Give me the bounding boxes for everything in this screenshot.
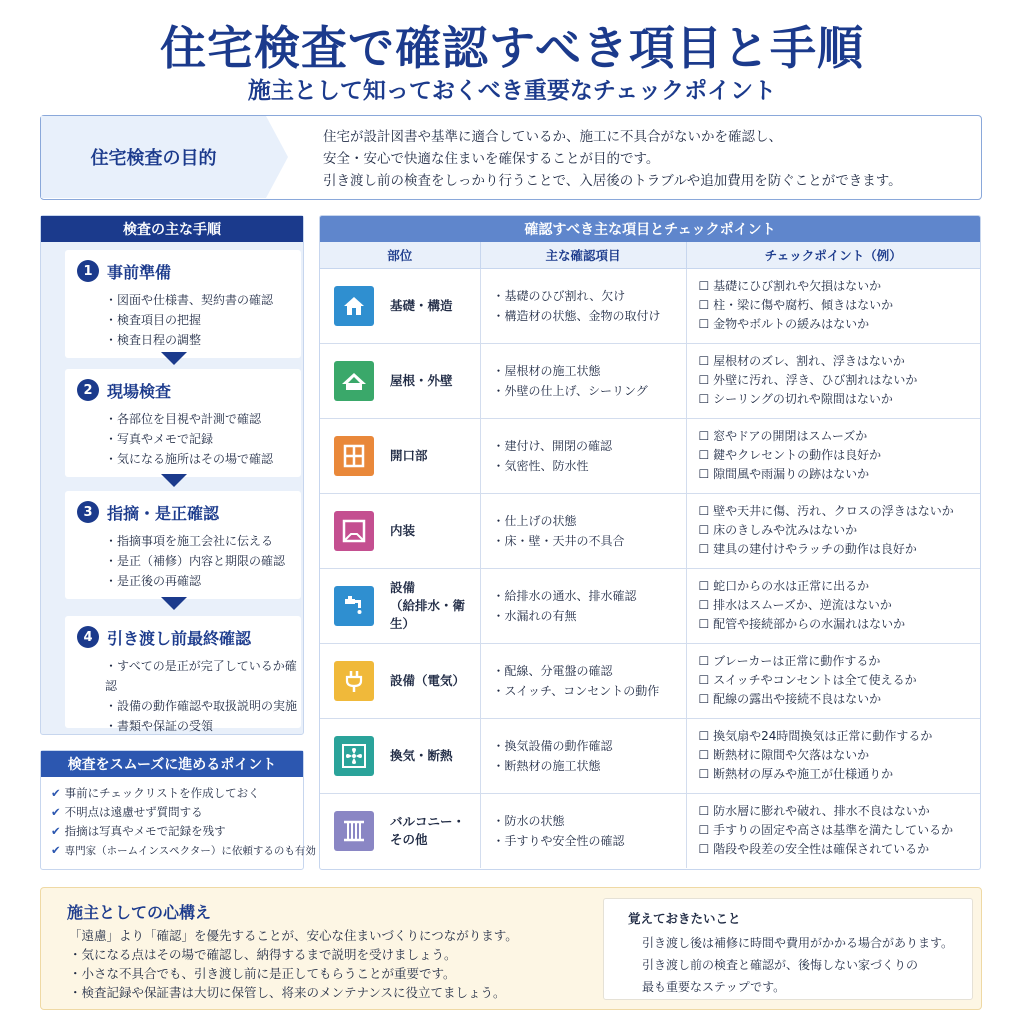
page-subtitle: 施主として知っておくべき重要なチェックポイント (247, 78, 777, 104)
checkpoint-cell (686, 493, 980, 568)
checkpoint-cell (686, 718, 980, 793)
mindset-line: ・小さな不具合でも、引き渡し前に是正してもらうことが重要です。 (69, 966, 456, 981)
checkpoint-item: ☐ 屋根材のズレ、割れ、浮きはないか (699, 352, 981, 371)
plug-icon (334, 661, 374, 701)
checkpoint-item: ☐ 基礎にひび割れや欠損はないか (699, 277, 981, 296)
step-card-4 (65, 616, 301, 733)
check-icon: ✔ (51, 824, 61, 838)
page-title: 住宅検査で確認すべき項目と手順 (159, 21, 865, 75)
step-title: 現場検査 (107, 382, 172, 401)
check-item: ・ 防水の状態 (493, 811, 686, 831)
tip-item (51, 822, 303, 841)
part-cell (320, 793, 480, 868)
items-cell (480, 418, 686, 493)
part-cell (320, 718, 480, 793)
step-item: ・ 指摘事項を施工会社に伝える (105, 531, 285, 551)
checkpoint-table (319, 215, 981, 870)
table-row (320, 718, 980, 793)
check-item: ・ 配線、分電盤の確認 (493, 661, 686, 681)
checkpoint-cell (686, 343, 980, 418)
tips-heading: 検査をスムーズに進めるポイント (41, 751, 303, 777)
part-name: 基礎・構造 (390, 297, 453, 313)
checkpoint-item: ☐ 窓やドアの開閉はスムーズか (699, 427, 981, 446)
part-cell (320, 343, 480, 418)
table-title: 確認すべき主な項目とチェックポイント (320, 216, 980, 242)
tip-item (51, 784, 303, 803)
check-item: ・ 建付け、開閉の確認 (493, 436, 686, 456)
step-number: 3 (77, 501, 99, 523)
check-item: ・ 断熱材の施工状態 (493, 756, 686, 776)
items-cell (480, 793, 686, 868)
part-name: 換気・断熱 (390, 747, 453, 763)
checkpoint-item: ☐ スイッチやコンセントは全て使えるか (699, 671, 981, 690)
part-cell-content (320, 511, 480, 551)
items-cell (480, 343, 686, 418)
tip-text: 不明点は遠慮せず質問する (64, 805, 203, 819)
mindset-line: ・気になる点はその場で確認し、納得するまで説明を受けましょう。 (69, 947, 457, 962)
purpose-arrow (266, 116, 288, 198)
purpose-line: 引き渡し前の検査をしっかり行うことで、入居後のトラブルや追加費用を防ぐことができます。 (323, 173, 902, 189)
part-cell (320, 418, 480, 493)
checkpoint-item: ☐ 外壁に汚れ、浮き、ひび割れはないか (699, 371, 981, 390)
part-cell-content (320, 811, 480, 851)
purpose-text (323, 126, 973, 192)
tip-text: 指摘は写真やメモで記録を残す (64, 824, 226, 838)
check-item: ・ スイッチ、コンセントの動作 (493, 681, 686, 701)
table-row (320, 493, 980, 568)
fan-icon (334, 736, 374, 776)
part-cell-content (320, 361, 480, 401)
step-item: ・ 各部位を目視や計測で確認 (105, 409, 273, 429)
step-card-1 (65, 250, 301, 358)
step-number: 1 (77, 260, 99, 282)
checkpoint-item: ☐ 断熱材に隙間や欠落はないか (699, 746, 981, 765)
tip-text: 専門家（ホームインスペクター）に依頼するのも有効 (64, 845, 316, 857)
tip-item (51, 803, 303, 822)
check-item: ・ 手すりや安全性の確認 (493, 831, 686, 851)
table-row (320, 343, 980, 418)
items-cell (480, 493, 686, 568)
step-title: 引き渡し前最終確認 (107, 629, 252, 648)
step-item: ・ 図面や仕様書、契約書の確認 (105, 290, 273, 310)
mindset-box (40, 887, 982, 1010)
window-icon (334, 436, 374, 476)
remember-line: 引き渡し後は補修に時間や費用がかかる場合があります。 (642, 936, 954, 950)
part-name: 開口部 (390, 447, 428, 463)
checkpoint-cell (686, 568, 980, 643)
down-arrow-icon (161, 352, 187, 365)
remember-line: 引き渡し前の検査と確認が、後悔しない家づくりの (642, 958, 919, 972)
header-items: 主な確認項目 (480, 242, 686, 268)
checkpoint-item: ☐ 金物やボルトの緩みはないか (699, 315, 981, 334)
purpose-line: 安全・安心で快適な住まいを確保することが目的です。 (323, 151, 660, 167)
checkpoint-item: ☐ ブレーカーは正常に動作するか (699, 652, 981, 671)
remember-text (642, 932, 953, 998)
mindset-line: ・検査記録や保証書は大切に保管し、将来のメンテナンスに役立てましょう。 (69, 985, 506, 1000)
step-item: ・ 写真やメモで記録 (105, 429, 273, 449)
table-row (320, 793, 980, 868)
checkpoint-item: ☐ 柱・梁に傷や腐朽、傾きはないか (699, 296, 981, 315)
check-item: ・ 給排水の通水、排水確認 (493, 586, 686, 606)
part-cell (320, 493, 480, 568)
step-item: ・ 書類や保証の受領 (105, 716, 301, 736)
purpose-line: 住宅が設計図書や基準に適合しているか、施工に不具合がないかを確認し、 (323, 129, 782, 145)
checkpoint-item: ☐ 隙間風や雨漏りの跡はないか (699, 465, 981, 484)
part-name: 設備 （給排水・衛生） (390, 579, 466, 631)
house-icon (334, 286, 374, 326)
table-row (320, 268, 980, 343)
checkpoint-item: ☐ シーリングの切れや隙間はないか (699, 390, 981, 409)
down-arrow-icon (161, 474, 187, 487)
part-cell-content (320, 736, 480, 776)
table-row (320, 643, 980, 718)
part-cell-content (320, 286, 480, 326)
step-item: ・ 検査日程の調整 (105, 330, 273, 350)
faucet-icon (334, 586, 374, 626)
checkpoint-cell (686, 268, 980, 343)
check-item: ・ 基礎のひび割れ、欠け (493, 286, 686, 306)
mindset-title: 施主としての心構え (67, 903, 212, 922)
items-cell (480, 568, 686, 643)
tip-item (51, 841, 316, 861)
checkpoint-item: ☐ 配線の露出や接続不良はないか (699, 690, 981, 709)
checkpoint-item: ☐ 換気扇や24時間換気は正常に動作するか (699, 727, 981, 746)
checkpoint-grid (320, 242, 980, 868)
checkpoint-item: ☐ 鍵やクレセントの動作は良好か (699, 446, 981, 465)
part-name: 内装 (390, 522, 416, 538)
mindset-line: 「遠慮」より「確認」を優先することが、安心な住まいづくりにつながります。 (69, 928, 518, 943)
part-cell (320, 568, 480, 643)
checkpoint-cell (686, 418, 980, 493)
step-item: ・ すべての是正が完了しているか確認 (105, 656, 301, 696)
items-cell (480, 718, 686, 793)
step-items (105, 409, 273, 469)
part-cell (320, 268, 480, 343)
table-row (320, 418, 980, 493)
steps-panel (40, 215, 304, 735)
step-title: 事前準備 (107, 263, 172, 282)
part-name: バルコニー・ その他 (390, 813, 466, 847)
purpose-label: 住宅検査の目的 (41, 116, 266, 198)
check-item: ・ 床・壁・天井の不具合 (493, 531, 686, 551)
header-checks: チェックポイント（例） (686, 242, 980, 268)
step-item: ・ 気になる施所はその場で確認 (105, 449, 273, 469)
roof-icon (334, 361, 374, 401)
table-row (320, 568, 980, 643)
checkpoint-item: ☐ 階段や段差の安全性は確保されているか (699, 840, 981, 859)
remember-title: 覚えておきたいこと (628, 911, 741, 926)
part-name: 屋根・外壁 (390, 372, 453, 388)
items-cell (480, 643, 686, 718)
interior-icon (334, 511, 374, 551)
checkpoint-item: ☐ 床のきしみや沈みはないか (699, 521, 981, 540)
check-icon: ✔ (51, 786, 61, 800)
steps-heading: 検査の主な手順 (41, 216, 303, 242)
table-body (320, 268, 980, 868)
part-cell (320, 643, 480, 718)
checkpoint-item: ☐ 断熱材の厚みや施工が仕様通りか (699, 765, 981, 784)
checkpoint-item: ☐ 配管や接続部からの水漏れはないか (699, 615, 981, 634)
part-cell-content (320, 661, 480, 701)
header-part: 部位 (320, 242, 480, 268)
checkpoint-cell (686, 643, 980, 718)
checkpoint-cell (686, 793, 980, 868)
check-item: ・ 水漏れの有無 (493, 606, 686, 626)
check-item: ・ 気密性、防水性 (493, 456, 686, 476)
checkpoint-item: ☐ 建具の建付けやラッチの動作は良好か (699, 540, 981, 559)
purpose-box (40, 115, 982, 200)
check-item: ・ 仕上げの状態 (493, 511, 686, 531)
table-header-row (320, 242, 980, 268)
part-cell-content (320, 579, 480, 633)
check-icon: ✔ (51, 805, 61, 819)
step-card-2 (65, 369, 301, 477)
step-item: ・ 是正（補修）内容と期限の確認 (105, 551, 285, 571)
check-icon: ✔ (51, 843, 61, 857)
step-number: 4 (77, 626, 99, 648)
check-item: ・ 屋根材の施工状態 (493, 361, 686, 381)
remember-line: 最も重要なステップです。 (642, 980, 786, 994)
step-item: ・ 検査項目の把握 (105, 310, 273, 330)
items-cell (480, 268, 686, 343)
step-items (105, 656, 301, 736)
step-title: 指摘・是正確認 (107, 504, 220, 523)
step-items (105, 290, 273, 350)
step-item: ・ 設備の動作確認や取扱説明の実施 (105, 696, 301, 716)
checkpoint-item: ☐ 蛇口からの水は正常に出るか (699, 577, 981, 596)
step-card-3 (65, 491, 301, 599)
balcony-icon (334, 811, 374, 851)
check-item: ・ 外壁の仕上げ、シーリング (493, 381, 686, 401)
mindset-text (69, 926, 518, 1002)
checkpoint-item: ☐ 防水層に膨れや破れ、排水不良はないか (699, 802, 981, 821)
remember-box (603, 898, 973, 1000)
part-name: 設備（電気） (390, 672, 466, 688)
checkpoint-item: ☐ 壁や天井に傷、汚れ、クロスの浮きはないか (699, 502, 981, 521)
checkpoint-item: ☐ 排水はスムーズか、逆流はないか (699, 596, 981, 615)
down-arrow-icon (161, 597, 187, 610)
tip-text: 事前にチェックリストを作成しておく (64, 786, 260, 800)
part-cell-content (320, 436, 480, 476)
step-item: ・ 是正後の再確認 (105, 571, 285, 591)
tips-list (41, 777, 316, 861)
check-item: ・ 換気設備の動作確認 (493, 736, 686, 756)
step-number: 2 (77, 379, 99, 401)
step-items (105, 531, 285, 591)
checkpoint-item: ☐ 手すりの固定や高さは基準を満たしているか (699, 821, 981, 840)
check-item: ・ 構造材の状態、金物の取付け (493, 306, 686, 326)
tips-panel (40, 750, 316, 870)
